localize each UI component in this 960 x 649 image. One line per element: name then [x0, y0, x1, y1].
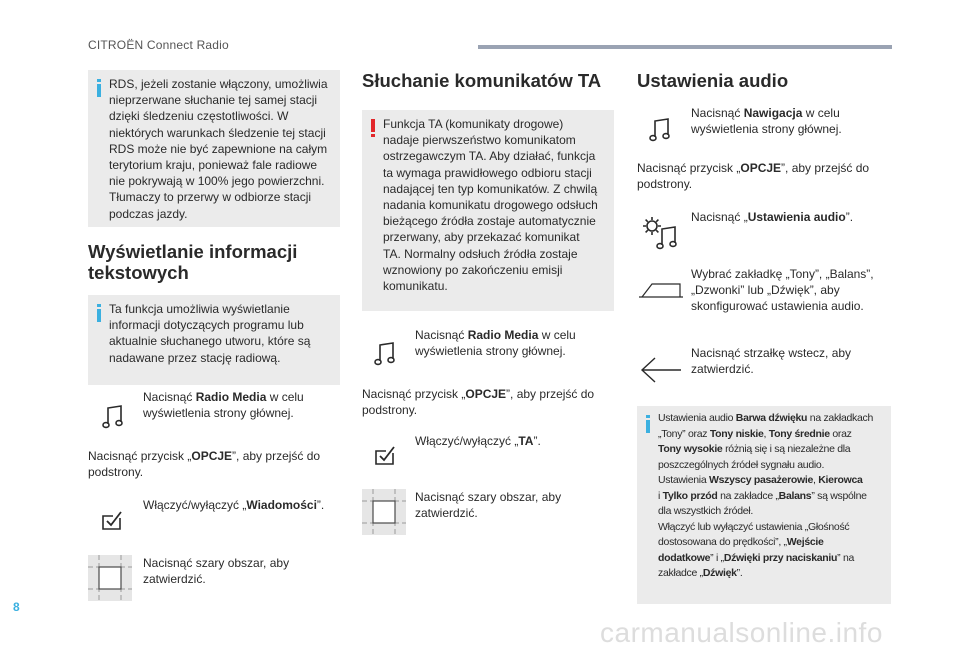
step-options: Nacisnąć przycisk „OPCJE”, aby przejść do podstrony.: [88, 449, 321, 479]
step-toggle-ta: Włączyć/wyłączyć „TA”.: [415, 434, 541, 448]
step-audio-settings: Nacisnąć „Ustawienia audio”.: [691, 210, 854, 224]
info-note-rds: RDS, jeżeli zostanie włączony, umożliwia nieprzerwane słuchanie tej samej stacji dzięki śledzeniu częstotliwości. W niektórych warunkach śledzenie tej stacji RDS może nie być zapewnione na całym terytorium kraju, ponieważ fale radiowe nie pokrywają w 100% jego powierzchni. Tłumaczy to przerwy w odbiorze stacji podczas jazdy.: [88, 70, 340, 227]
heading-text-info: Wyświetlanie informacji tekstowych: [88, 241, 298, 283]
settings-music-icon: [642, 216, 680, 250]
music-note-icon: [101, 404, 125, 430]
music-note-icon: [373, 341, 397, 367]
step-back-arrow: Nacisnąć strzałkę wstecz, aby zatwierdzić.: [691, 346, 852, 376]
info-icon: [92, 304, 106, 322]
step-toggle-news: Włączyć/wyłączyć „Wiadomości”.: [143, 498, 325, 512]
warning-icon: [366, 119, 380, 137]
step-options: Nacisnąć przycisk „OPCJE”, aby przejść do podstrony.: [362, 387, 595, 417]
step-radio-media: Nacisnąć Radio Media w celu wyświetlenia strony głównej.: [143, 390, 304, 420]
step-grey-area: Nacisnąć szary obszar, aby zatwierdzić.: [415, 490, 562, 520]
info-icon: [641, 415, 655, 433]
grey-area-icon: [88, 555, 132, 601]
step-options: Nacisnąć przycisk „OPCJE”, aby przejść do podstrony.: [637, 161, 870, 191]
checkbox-icon: [373, 444, 397, 466]
heading-ta: Słuchanie komunikatów TA: [362, 70, 602, 91]
step-grey-area: Nacisnąć szary obszar, aby zatwierdzić.: [143, 556, 290, 586]
checkbox-icon: [100, 509, 124, 531]
watermark: carmanualsonline.info: [600, 617, 883, 648]
tab-icon: [638, 281, 684, 299]
info-note-audio: Ustawienia audio Barwa dźwięku na zakładkach „Tony” oraz Tony niskie, Tony średnie oraz Tony wysokie różnią się i są niezależne dla poszczególnych źródeł sygnału audio. Ustawienia Wszyscy pasażerowie, Kierowca i Tylko przód na zakładce „Balans” są wspólne dla wszystkich źródeł. Włączyć lub wyłączyć ustawienia „Głośność dostosowana do prędkości”, „Wejście dodatkowe” i „Dźwięki przy naciskaniu” na zakładce „Dźwięk”.: [637, 406, 891, 604]
back-arrow-icon: [639, 357, 683, 383]
info-icon: [92, 79, 106, 97]
info-note-text: Ta funkcja umożliwia wyświetlanie informacji dotyczących programu lub aktualnie słuchanego utworu, które są nadawane przez stację radiową.: [88, 295, 340, 385]
step-select-tab: Wybrać zakładkę „Tony”, „Balans”, „Dzwonki” lub „Dźwięk”, aby skonfigurować ustawienia audio.: [691, 267, 874, 313]
step-radio-media: Nacisnąć Radio Media w celu wyświetlenia strony głównej.: [415, 328, 576, 358]
grey-area-icon: [362, 489, 406, 535]
page-number: 8: [13, 600, 20, 614]
step-navigation: Nacisnąć Nawigacja w celu wyświetlenia strony głównej.: [691, 106, 842, 136]
header-title: CITROËN Connect Radio: [88, 38, 229, 52]
heading-audio-settings: Ustawienia audio: [637, 70, 789, 91]
warning-note-ta: Funkcja TA (komunikaty drogowe) nadaje pierwszeństwo komunikatom ostrzegawczym TA. Aby działać, funkcja ta wymaga prawidłowego odbioru stacji nadającej ten typ komunikatów. Z chwilą nadania komunikatu drogowego odsłuch bieżącego źródła zostaje automatycznie przerwany, aby przekazać komunikat TA. Normalny odsłuch źródła zostaje wznowiony po zakończeniu emisji komunikatu.: [362, 110, 614, 311]
music-note-icon: [648, 117, 672, 143]
header-bar: [478, 45, 892, 49]
